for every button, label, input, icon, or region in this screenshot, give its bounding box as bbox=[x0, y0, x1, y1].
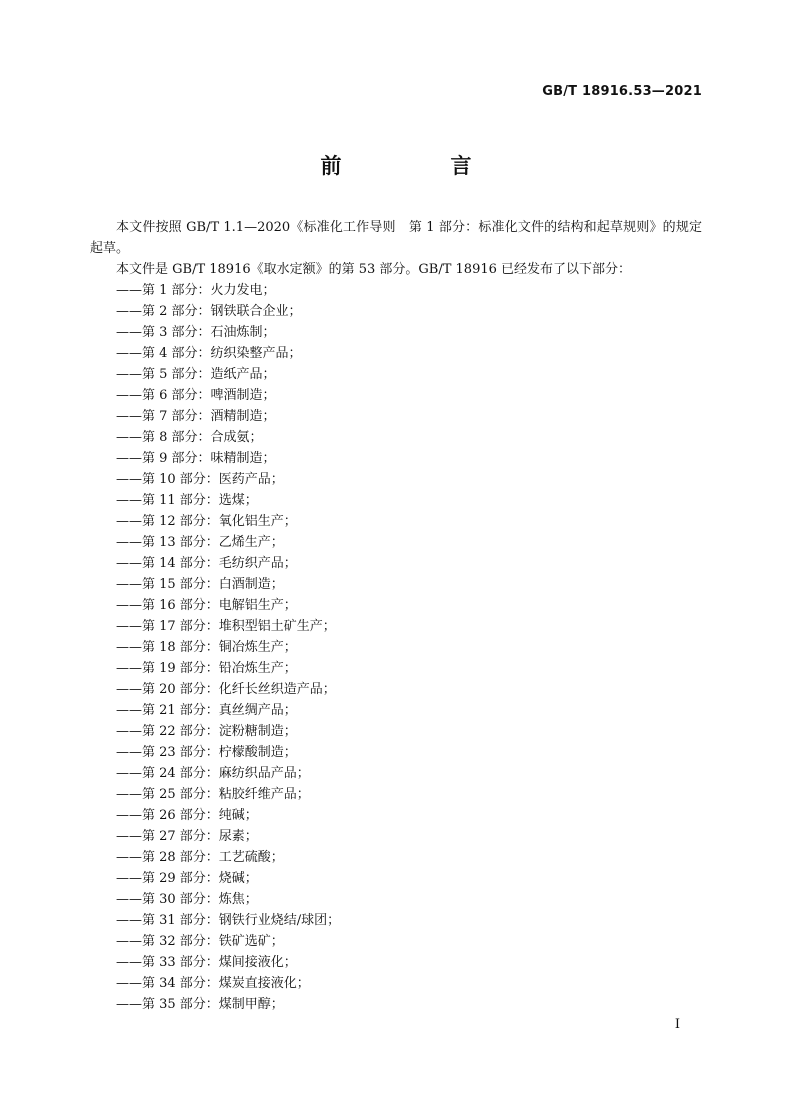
paragraph-drafting-rules: 本文件按照 GB/T 1.1—2020《标准化工作导则 第 1 部分：标准化文件的结构和起草规则》的规定起草。 bbox=[90, 220, 702, 256]
list-item: ——第 20 部分：化纤长丝织造产品； bbox=[116, 682, 336, 697]
list-item: ——第 8 部分：合成氨； bbox=[116, 430, 263, 445]
list-item: ——第 26 部分：纯碱； bbox=[116, 808, 258, 823]
list-item: ——第 22 部分：淀粉糖制造； bbox=[116, 724, 297, 739]
list-item: ——第 5 部分：造纸产品； bbox=[116, 367, 276, 382]
list-item: ——第 2 部分：钢铁联合企业； bbox=[116, 304, 302, 319]
list-item: ——第 9 部分：味精制造； bbox=[116, 451, 276, 466]
paragraph-series-intro: 本文件是 GB/T 18916《取水定额》的第 53 部分。GB/T 18916 已经发布了以下部分： bbox=[116, 262, 632, 277]
list-item: ——第 16 部分：电解铝生产； bbox=[116, 598, 297, 613]
list-item: ——第 32 部分：铁矿选矿； bbox=[116, 934, 284, 949]
page-number: I bbox=[674, 1017, 680, 1032]
list-item: ——第 14 部分：毛纺织产品； bbox=[116, 556, 297, 571]
list-item: ——第 18 部分：铜冶炼生产； bbox=[116, 640, 297, 655]
list-item: ——第 35 部分：煤制甲醇； bbox=[116, 997, 284, 1012]
list-item: ——第 29 部分：烧碱； bbox=[116, 871, 258, 886]
list-item: ——第 24 部分：麻纺织品产品； bbox=[116, 766, 310, 781]
list-item: ——第 4 部分：纺织染整产品； bbox=[116, 346, 302, 361]
list-item: ——第 25 部分：粘胶纤维产品； bbox=[116, 787, 310, 802]
list-item: ——第 31 部分：钢铁行业烧结/球团； bbox=[116, 913, 341, 928]
list-item: ——第 33 部分：煤间接液化； bbox=[116, 955, 297, 970]
list-item: ——第 15 部分：白酒制造； bbox=[116, 577, 284, 592]
foreword-body bbox=[90, 217, 702, 1015]
list-item: ——第 3 部分：石油炼制； bbox=[116, 325, 276, 340]
parts-list bbox=[90, 280, 702, 1015]
list-item: ——第 12 部分：氧化铝生产； bbox=[116, 514, 297, 529]
list-item: ——第 11 部分：选煤； bbox=[116, 493, 258, 508]
list-item: ——第 1 部分：火力发电； bbox=[116, 283, 276, 298]
list-item: ——第 27 部分：尿素； bbox=[116, 829, 258, 844]
list-item: ——第 30 部分：炼焦； bbox=[116, 892, 258, 907]
list-item: ——第 10 部分：医药产品； bbox=[116, 472, 284, 487]
list-item: ——第 7 部分：酒精制造； bbox=[116, 409, 276, 424]
list-item: ——第 28 部分：工艺硫酸； bbox=[116, 850, 284, 865]
page-title: 前 言 bbox=[320, 154, 516, 178]
list-item: ——第 6 部分：啤酒制造； bbox=[116, 388, 276, 403]
list-item: ——第 21 部分：真丝绸产品； bbox=[116, 703, 297, 718]
list-item: ——第 13 部分：乙烯生产； bbox=[116, 535, 284, 550]
list-item: ——第 17 部分：堆积型铝土矿生产； bbox=[116, 619, 336, 634]
list-item: ——第 23 部分：柠檬酸制造； bbox=[116, 745, 297, 760]
list-item: ——第 34 部分：煤炭直接液化； bbox=[116, 976, 310, 991]
list-item: ——第 19 部分：铅冶炼生产； bbox=[116, 661, 297, 676]
standard-code: GB/T 18916.53—2021 bbox=[542, 84, 702, 99]
